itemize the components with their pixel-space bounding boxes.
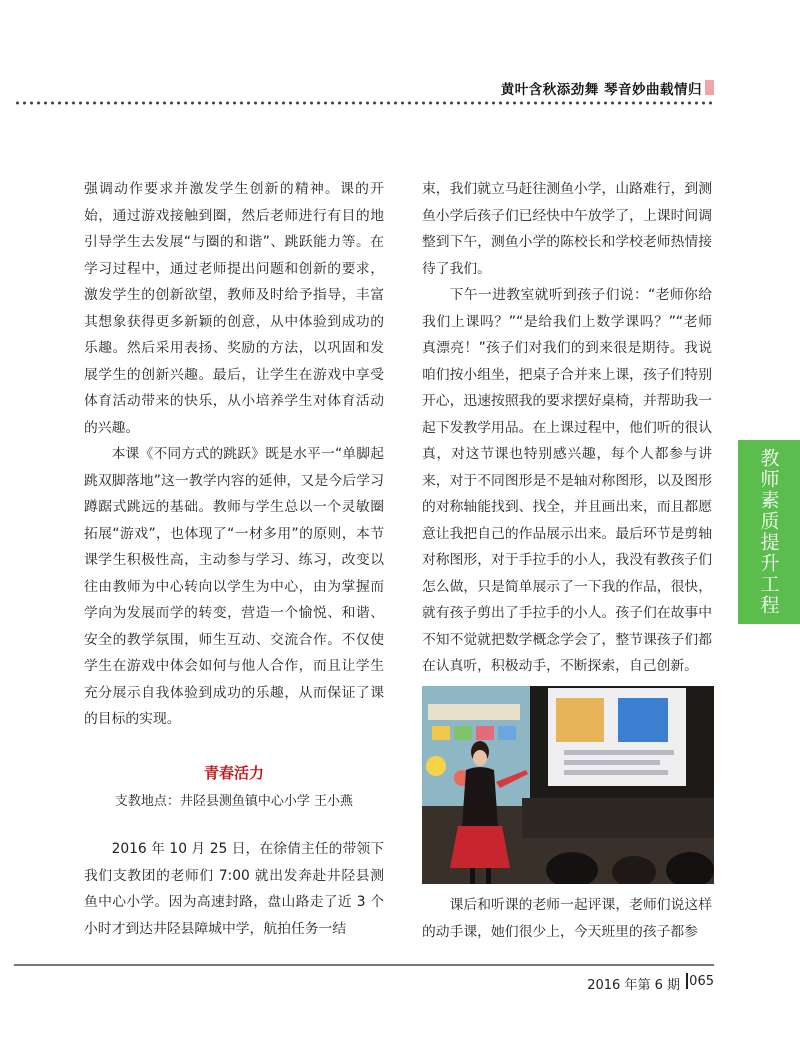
left-paragraph-2: 本课《不同方式的跳跃》既是水平一“单脚起跳双脚落地”这一教学内容的延伸，又是今后学习蹲踞式跳远的基础。教师与学生总以一个灵敏圈拓展“游戏”，也体现了“一材多用”的原则，本节课学生积极性高，主动参与学习、练习，改变以往由教师为中心转向以学生为中心，由为掌握而学向为发展而学的转变，营造一个愉悦、和谐、安全的教学氛围，师生互动、交流合作。不仅使学生在游戏中体会如何与他人合作，而且让学生充分展示自我体验到成功的乐趣，从而保证了课的目标的实现。 — [84, 446, 384, 727]
section-title: 青春活力 — [203, 764, 264, 782]
footer-rule — [14, 964, 714, 966]
right-paragraph-3: 课后和听课的老师一起评课，老师们说这样的动手课，她们很少上，今天班里的孩子都参 — [422, 897, 712, 940]
section-side-tab — [738, 440, 800, 624]
left-paragraph-1: 强调动作要求并激发学生创新的精神。课的开始，通过游戏接触到圈，然后老师进行有目的地引导学生去发展“与圈的和谐”、跳跃能力等。在学习过程中，通过老师提出问题和创新的要求，激发学生的创新欲望，教师及时给予指导，丰富其想象获得更多新颖的创意，从中体验到成功的乐趣。然后采用表扬、奖励的方法，以巩固和发展学生的创新兴趣。最后，让学生在游戏中享受体育活动带来的快乐，从小培养学生对体育活动的兴趣。 — [84, 181, 384, 436]
right-paragraph-1: 束，我们就立马赶往测鱼小学，山路难行，到测鱼小学后孩子们已经快中午放学了，上课时间调整到下午，测鱼小学的陈校长和学校老师热情接待了我们。 — [422, 181, 712, 277]
left-column-lower — [84, 836, 384, 942]
footer-page-number: 065 — [689, 974, 714, 989]
classroom-photo — [422, 686, 714, 884]
section-byline: 支教地点：井陉县测鱼镇中心小学 王小燕 — [114, 794, 354, 809]
header-dotted-divider — [14, 100, 714, 106]
classroom-photo-illustration — [422, 686, 714, 884]
running-header-title: 黄叶含秋添劲舞 琴音妙曲载情归 — [500, 82, 702, 98]
right-column — [422, 176, 712, 680]
side-tab-label: 教师素质提升工程 — [757, 448, 780, 616]
footer-issue-label: 2016 年第 6 期 — [587, 978, 680, 993]
right-paragraph-2: 下午一进教室就听到孩子们说：“老师你给我们上课吗？”“是给我们上数学课吗？”“老师真漂亮！”孩子们对我们的到来很是期待。我说咱们按小组坐，把桌子合并来上课，孩子们特别开心，迅速按照我的要求摆好桌椅，并帮助我一起下发教学用品。在上课过程中，他们听的很认真，对这节课也特别感兴趣，每个人都参与讲来，对于不同图形是不是轴对称图形，以及图形的对称轴能找到、找全，并且画出来，而且都愿意让我把自己的作品展示出来。最后环节是剪轴对称图形，对于手拉手的小人，我没有教孩子们怎么做，只是简单展示了一下我的作品，很快，就有孩子剪出了手拉手的小人。孩子们在故事中不知不觉就把数学概念学会了，整节课孩子们都在认真听，积极动手，不断探索，自己创新。 — [422, 287, 712, 674]
section-paragraph-1: 2016 年 10 月 25 日，在徐倩主任的带领下我们支教团的老师们 7:00 就出发奔赴井陉县测鱼中心小学。因为高速封路，盘山路走了近 3 个小时才到达井陉县障城中学，航拍任务一结 — [84, 841, 384, 937]
left-column — [84, 176, 384, 733]
header-accent-square — [705, 80, 714, 95]
right-column-lower — [422, 892, 712, 945]
footer-separator — [686, 973, 688, 989]
